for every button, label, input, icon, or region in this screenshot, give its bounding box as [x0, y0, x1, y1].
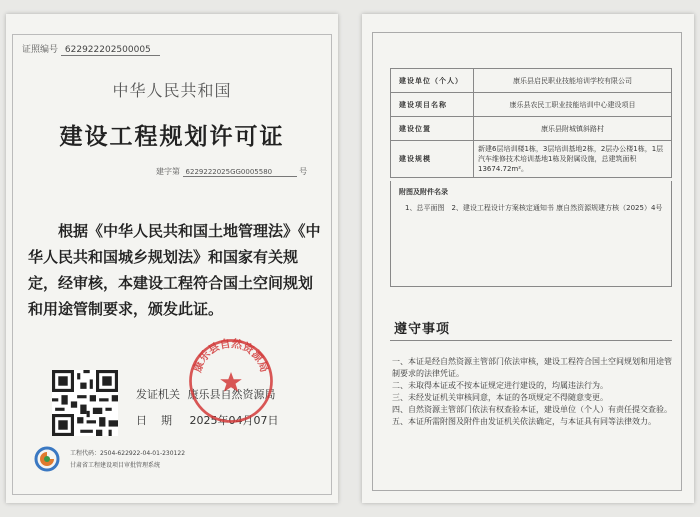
build-number: [156, 166, 307, 177]
notice-list: [392, 356, 674, 428]
country-name: 中华人民共和国: [112, 81, 232, 100]
approval-system-name: 甘肃省工程建设项目审批管理系统: [70, 462, 161, 469]
attachments-label: 附图及附件名录: [399, 188, 448, 196]
attachments-section: [390, 181, 672, 287]
notice-item: 一、本证是经自然资源主管部门依法审核，建设工程符合国土空间规划和用途管制要求的法律凭证。: [392, 357, 672, 378]
row-key: 建设规模: [391, 141, 474, 178]
row-value: 康乐县启民职业技能培训学校有限公司: [474, 69, 672, 93]
project-info-table: [390, 68, 672, 178]
notice-item: 五、本证所需附图及附件由发证机关依法确定，与本证具有同等法律效力。: [392, 417, 656, 426]
seal-text: 康乐县自然资源局: [190, 336, 272, 374]
qr-code-icon: [52, 370, 118, 436]
certificate-number-value: 622922202500005: [61, 45, 160, 56]
table-row: [391, 141, 672, 178]
table-row: [391, 117, 672, 141]
certificate-title: 建设工程规划许可证: [59, 124, 285, 150]
official-seal-icon: [186, 336, 276, 426]
row-value: 新建6层培训楼1栋，3层培训基地2栋，2层办公楼1栋，1层汽车维修技术培训基地1栋及附属设施，总建筑面积13674.72m²。: [474, 141, 672, 178]
issue-date-value: 2025年04月07日: [189, 414, 279, 427]
issuing-authority-value: 康乐县自然资源局: [187, 388, 276, 401]
certificate-number: [22, 42, 160, 56]
row-key: 建设位置: [391, 117, 474, 141]
project-code: 工程代码：2504-622922-04-01-230122: [70, 450, 186, 457]
row-key: 建设项目名称: [391, 93, 474, 117]
table-row: [391, 69, 672, 93]
build-number-label: 建字第: [156, 167, 180, 176]
certificate-front-page: [6, 14, 338, 503]
issue-date-label: 日期: [136, 414, 186, 427]
build-number-suffix: 号: [299, 167, 308, 176]
row-value: 康乐县农民工职业技能培训中心建设项目: [474, 93, 672, 117]
notice-item: 三、未经发证机关审核同意，本证的各项规定不得随意变更。: [392, 393, 608, 402]
notice-item: 四、自然资源主管部门依法有权查验本证，建设单位（个人）有责任提交查验。: [392, 405, 672, 414]
notice-title: 遵守事项: [394, 322, 451, 337]
svg-text:康乐县自然资源局: [191, 337, 271, 374]
certificate-back-page: [362, 14, 694, 503]
issuing-authority-label: 发证机关: [136, 388, 180, 401]
certificate-number-label: 证照编号: [22, 45, 59, 55]
divider: [390, 340, 672, 341]
build-number-value: 6229222025GG0005580: [183, 168, 297, 177]
table-row: [391, 93, 672, 117]
row-key: 建设单位（个人）: [391, 69, 474, 93]
certificate-body-text: 根据《中华人民共和国土地管理法》《中华人民共和国城乡规划法》和国家有关规定，经审核，本建设工程符合国土空间规划和用途管制要求，颁发此证。: [28, 222, 321, 318]
attachments-content: 1、总平面图 2、建设工程设计方案核定通知书 康自然资源规建方核（2025）4号: [405, 204, 663, 212]
system-logo-icon: [34, 446, 60, 472]
notice-item: 二、未取得本证或不按本证规定进行建设的，均属违法行为。: [392, 381, 608, 390]
row-value: 康乐县附城镇斜路村: [474, 117, 672, 141]
